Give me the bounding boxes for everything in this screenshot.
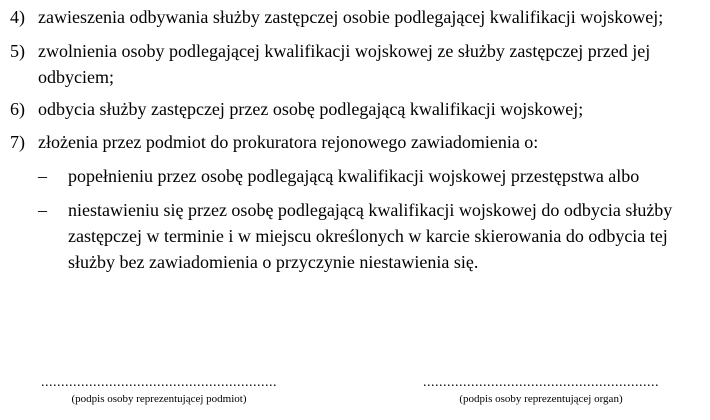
dash-marker: –: [38, 166, 47, 186]
list-item-4: [10, 4, 705, 30]
signature-caption: (podpis osoby reprezentującej organ): [459, 393, 623, 405]
signature-left: [8, 376, 310, 406]
list-item-number: 6): [10, 99, 25, 119]
list-item-number: 7): [10, 132, 25, 152]
list-item-number: 4): [10, 7, 25, 27]
signature-caption: (podpis osoby reprezentującej podmiot): [71, 393, 247, 405]
signature-line: ...........................................................: [41, 376, 277, 390]
list-item-6: [10, 96, 705, 122]
signature-right: [386, 376, 696, 406]
list-item-text: zawieszenia odbywania służby zastępczej osobie podlegającej kwalifikacji wojskowej;: [38, 7, 664, 27]
sub-item-text: popełnieniu przez osobę podlegającą kwalifikacji wojskowej przestępstwa albo: [68, 166, 640, 186]
signature-line: ...........................................................: [423, 376, 659, 390]
list-item-5: [10, 38, 705, 90]
sub-item-text: niestawieniu się przez osobę podlegającą kwalifikacji wojskowej do odbycia służby zastępczej w terminie i w miejscu określonych w karcie skierowania do odbycia tej służby bez zawiadomienia o przyczynie niestawienia się.: [68, 200, 673, 272]
list-item-text: odbycia służby zastępczej przez osobę podlegającą kwalifikacji wojskowej;: [38, 99, 584, 119]
sub-item-2: [38, 197, 705, 275]
dash-marker: –: [38, 200, 47, 220]
list-item-7: [10, 129, 705, 155]
list-item-text: zwolnienia osoby podlegającej kwalifikacji wojskowej ze służby zastępczej przed jej odbyciem;: [38, 41, 651, 87]
list-item-text: złożenia przez podmiot do prokuratora rejonowego zawiadomienia o:: [38, 132, 539, 152]
list-item-number: 5): [10, 41, 25, 61]
sub-item-1: [38, 163, 705, 189]
